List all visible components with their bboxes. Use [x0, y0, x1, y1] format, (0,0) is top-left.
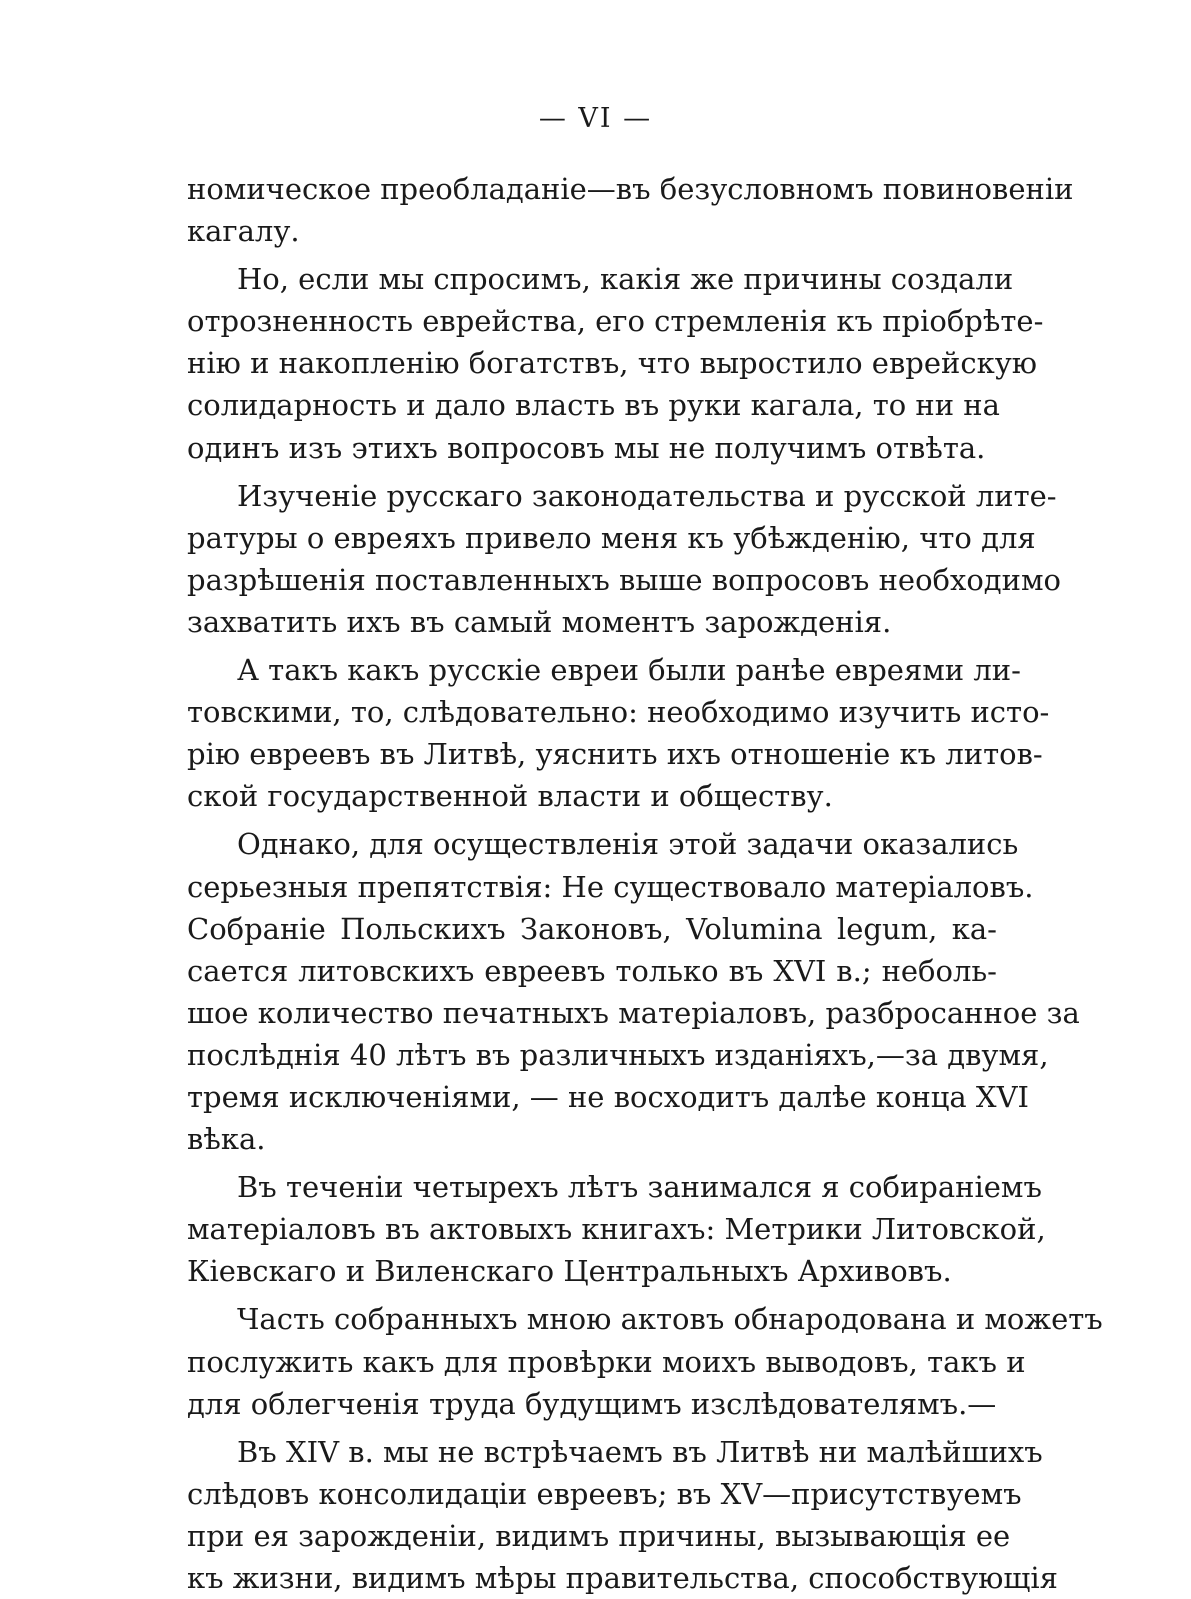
- text-line: Но, если мы спросимъ, какія же причины создали: [237, 262, 1014, 297]
- text-line: захватить ихъ въ самый моментъ зарожденія.: [187, 604, 892, 639]
- text-line: ской государственной власти и обществу.: [187, 779, 833, 814]
- text-line: отрозненность еврейства, его стремленія къ пріобрѣте-: [187, 304, 1044, 339]
- text-line: для облегченія труда будущимъ изслѣдователямъ.—: [187, 1386, 997, 1421]
- text-line: товскими, то, слѣдовательно: необходимо изучить исто-: [187, 695, 1050, 730]
- paragraph: [187, 1298, 1103, 1424]
- text-line: А такъ какъ русскіе евреи были ранѣе евреями ли-: [237, 653, 1021, 688]
- text-line: при ея зарожденіи, видимъ причины, вызывающія ее: [187, 1518, 1011, 1553]
- text-line: Въ теченіи четырехъ лѣтъ занимался я собираніемъ: [237, 1170, 1042, 1205]
- text-line: одинъ изъ этихъ вопросовъ мы не получимъ отвѣта.: [187, 430, 986, 465]
- body-text: [187, 168, 1103, 1599]
- paragraph: [187, 649, 1050, 817]
- paragraph: [187, 475, 1062, 643]
- text-line: кагалу.: [187, 214, 300, 249]
- text-line: послужить какъ для провѣрки моихъ выводовъ, такъ и: [187, 1344, 1026, 1379]
- text-line: серьезныя препятствія: Не существовало матеріаловъ.: [187, 869, 1034, 904]
- text-line: Въ XIV в. мы не встрѣчаемъ въ Литвѣ ни малѣйшихъ: [237, 1434, 1043, 1469]
- text-line: рію евреевъ въ Литвѣ, уяснить ихъ отношеніе къ литов-: [187, 737, 1043, 772]
- text-line: шое количество печатныхъ матеріаловъ, разбросанное за: [187, 995, 1080, 1030]
- paragraph: [187, 823, 1080, 1160]
- text-line: нію и накопленію богатствъ, что выростило еврейскую: [187, 346, 1038, 381]
- text-line: вѣка.: [187, 1122, 266, 1157]
- text-line: Однако, для осуществленія этой задачи оказались: [237, 827, 1019, 862]
- text-line: сается литовскихъ евреевъ только въ XVI в.; неболь-: [187, 953, 997, 988]
- text-line: матеріаловъ въ актовыхъ книгахъ: Метрики Литовской,: [187, 1212, 1046, 1247]
- paragraph: [187, 1431, 1058, 1599]
- text-line: Кіевскаго и Виленскаго Центральныхъ Архивовъ.: [187, 1254, 952, 1289]
- paragraph: [187, 258, 1044, 468]
- text-line: послѣднія 40 лѣтъ въ различныхъ изданіяхъ,—за двумя,: [187, 1037, 1049, 1072]
- paragraph: [187, 168, 1074, 252]
- paragraph: [187, 1166, 1046, 1292]
- page-number-header: — VI —: [538, 103, 653, 134]
- text-line: тремя исключеніями, — не восходитъ далѣе конца XVI: [187, 1079, 1029, 1114]
- text-line: слѣдовъ консолидаціи евреевъ; въ XV—присутствуемъ: [187, 1476, 1022, 1511]
- text-line: Собраніе Польскихъ Законовъ, Volumina legum, ка-: [187, 911, 997, 946]
- text-line: номическое преобладаніе—въ безусловномъ повиновеніи: [187, 172, 1074, 206]
- text-line: къ жизни, видимъ мѣры правительства, способствующія: [187, 1561, 1058, 1595]
- text-line: Часть собранныхъ мною актовъ обнародована и можетъ: [237, 1302, 1103, 1337]
- text-line: разрѣшенія поставленныхъ выше вопросовъ необходимо: [187, 562, 1062, 597]
- text-line: ратуры о евреяхъ привело меня къ убѣжденію, что для: [187, 520, 1036, 555]
- text-line: солидарность и дало власть въ руки кагала, то ни на: [187, 388, 1000, 423]
- text-line: Изученіе русскаго законодательства и русской лите-: [237, 478, 1057, 513]
